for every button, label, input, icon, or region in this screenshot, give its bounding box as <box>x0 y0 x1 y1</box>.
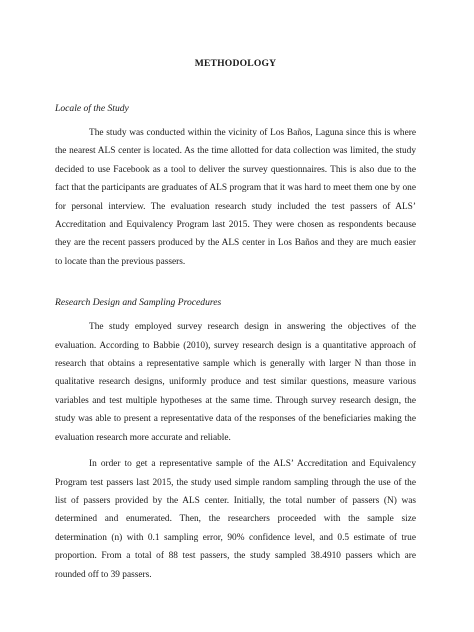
paragraph: In order to get a representative sample of the ALS’ Accreditation and Equivalency Program test passers last 2015, the study used simple random sampling through the use of the list of passers provided by the ALS center. Initially, the total number of passers (N) was determined and enumerated. Then, the researchers proceeded with the sample size determination (n) with 0.1 sampling error, 90% confidence level, and 0.5 estimate of true proportion. From a total of 88 test passers, the study sampled 38.4910 passers which are rounded off to 39 passers. <box>55 459 416 580</box>
section-research-design <box>55 297 416 584</box>
section-locale <box>55 103 416 271</box>
section-heading: Research Design and Sampling Procedures <box>55 297 222 309</box>
page-title: METHODOLOGY <box>194 58 277 69</box>
section-heading: Locale of the Study <box>55 103 129 114</box>
paragraph: The study was conducted within the vicinity of Los Baños, Laguna since this is where the nearest ALS center is located. As the time allotted for data collection was limited, the study decided to use Facebook as a tool to deliver the survey questionnaires. This is also due to the fact that the participants are graduates of ALS program that it was hard to meet them one by one for personal interview. The evaluation research study included the test passers of ALS’ Accreditation and Equivalency Program last 2015. They were chosen as respondents because they are the recent passers produced by the ALS center in Los Baños and they are much easier to locate than the previous passers. <box>55 128 416 267</box>
paragraph: The study employed survey research design in answering the objectives of the evaluation. According to Babbie (2010), survey research design is a quantitative approach of research that obtains a representative sample which is generally with larger N than those in qualitative research designs, uniformly produce and test similar questions, measure various variables and test multiple hypotheses at the same time. Through survey research design, the study was able to present a representative data of the responses of the beneficiaries making the evaluation research more accurate and reliable. <box>55 322 416 443</box>
